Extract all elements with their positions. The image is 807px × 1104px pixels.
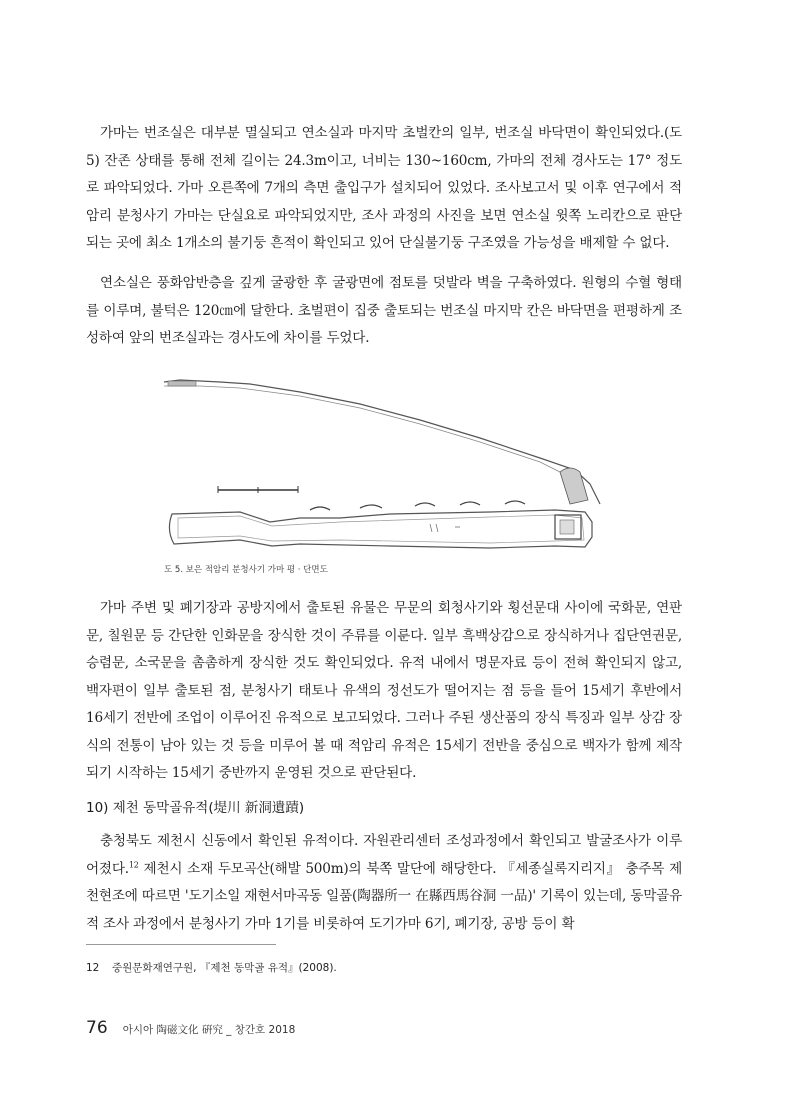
kiln-section-floor xyxy=(164,386,560,472)
kiln-plan-side-entrances xyxy=(310,501,525,510)
footnote-reference[interactable]: 12 xyxy=(128,859,139,869)
footnote-number: 12 xyxy=(86,962,100,974)
kiln-plan-section-drawing xyxy=(160,372,610,552)
kiln-plan-firebox-inner xyxy=(560,520,574,534)
page-footer xyxy=(86,1018,295,1038)
running-title: 아시아 陶磁文化 硏究 _ 창간호 2018 xyxy=(122,1024,296,1036)
footnote-text: 중원문화재연구원, 『제천 동막골 유적』(2008). xyxy=(112,962,337,974)
page-number: 76 xyxy=(86,1018,108,1038)
footnote xyxy=(86,960,337,975)
kiln-section-firebox xyxy=(560,468,588,504)
kiln-section-fill-left xyxy=(168,381,196,386)
figure-caption: 도 5. 보은 적암리 분청사기 가마 평 · 단면도 xyxy=(164,565,328,575)
section-heading: 10) 제천 동막골유적(堤川 新洞遺蹟) xyxy=(86,800,305,816)
body-paragraph-3: 가마 주변 및 폐기장과 공방지에서 출토된 유물은 무문의 회청사기와 횡선문대 사이에 국화문, 연판문, 칠원문 등 간단한 인화문을 장식한 것이 주류를 이룬다. 일부 흑백상감으로 장식하거나 집단연권문, 승렴문, 소국문을 촘촘하게 장식한 것도 확인되었다. 유적 내에서 명문자료 등이 전혀 확인되지 않고, 백자편이 일부 출토된 점, 분청사기 태토나 유색의 정선도가 떨어지는 점 등을 들어 15세기 후반에서 16세기 전반에 조업이 이루어진 유적으로 보고되었다. 그러나 주된 생산품의 장식 특징과 일부 상감 장식의 전통이 남아 있는 것 등을 미루어 볼 때 적암리 유적은 15세기 전반을 중심으로 백자가 함께 제작되기 시작하는 15세기 중반까지 운영된 것으로 판단된다. xyxy=(86,600,682,781)
paragraph-4-text-a: 충청북도 제천시 신동에서 확인된 유적이다. 자원관리센터 조성과정에서 확인되고 발굴조사가 이루어졌다. xyxy=(86,833,682,877)
paragraph-4-text-b: 제천시 소재 두모곡산(해발 500m)의 북쪽 말단에 해당한다. 『세종실록지리지』 충주목 제천현조에 따르면 '도기소일 재현서마곡동 일품(陶器所一 在縣西馬谷洞 一品)' 기록이 있는데, 동막골유적 조사 과정에서 분청사기 가마 1기를 비롯하여 도기가마 6기, 폐기장, 공방 등이 확 xyxy=(86,860,682,932)
footnote-divider xyxy=(86,944,276,945)
body-paragraph-1: 가마는 번조실은 대부분 멸실되고 연소실과 마지막 초벌칸의 일부, 번조실 바닥면이 확인되었다.(도5) 잔존 상태를 통해 전체 길이는 24.3m이고, 너비는 130~160cm, 가마의 전체 경사도는 17° 정도로 파악되었다. 가마 오른쪽에 7개의 측면 출입구가 설치되어 있었다. 조사보고서 및 이후 연구에서 적암리 분청사기 가마는 단실요로 파악되었지만, 조사 과정의 사진을 보면 연소실 윗쪽 노리칸으로 판단되는 곳에 최소 1개소의 불기둥 흔적이 확인되고 있어 단실불기둥 구조였을 가능성을 배제할 수 없다. xyxy=(86,125,682,251)
body-paragraph-4 xyxy=(86,828,682,938)
kiln-plan-marks xyxy=(430,524,460,532)
kiln-plan-inner-wall xyxy=(178,515,584,543)
scale-bar xyxy=(218,486,298,493)
body-paragraph-2: 연소실은 풍화암반층을 깊게 굴광한 후 굴광면에 점토를 덧발라 벽을 구축하였다. 원형의 수혈 형태를 이루며, 불턱은 120㎝에 달한다. 초벌편이 집중 출토되는 번조실 마지막 칸은 바닥면을 편평하게 조성하여 앞의 번조실과는 경사도에 차이를 두었다. xyxy=(86,275,682,346)
kiln-section-outline xyxy=(164,380,600,504)
